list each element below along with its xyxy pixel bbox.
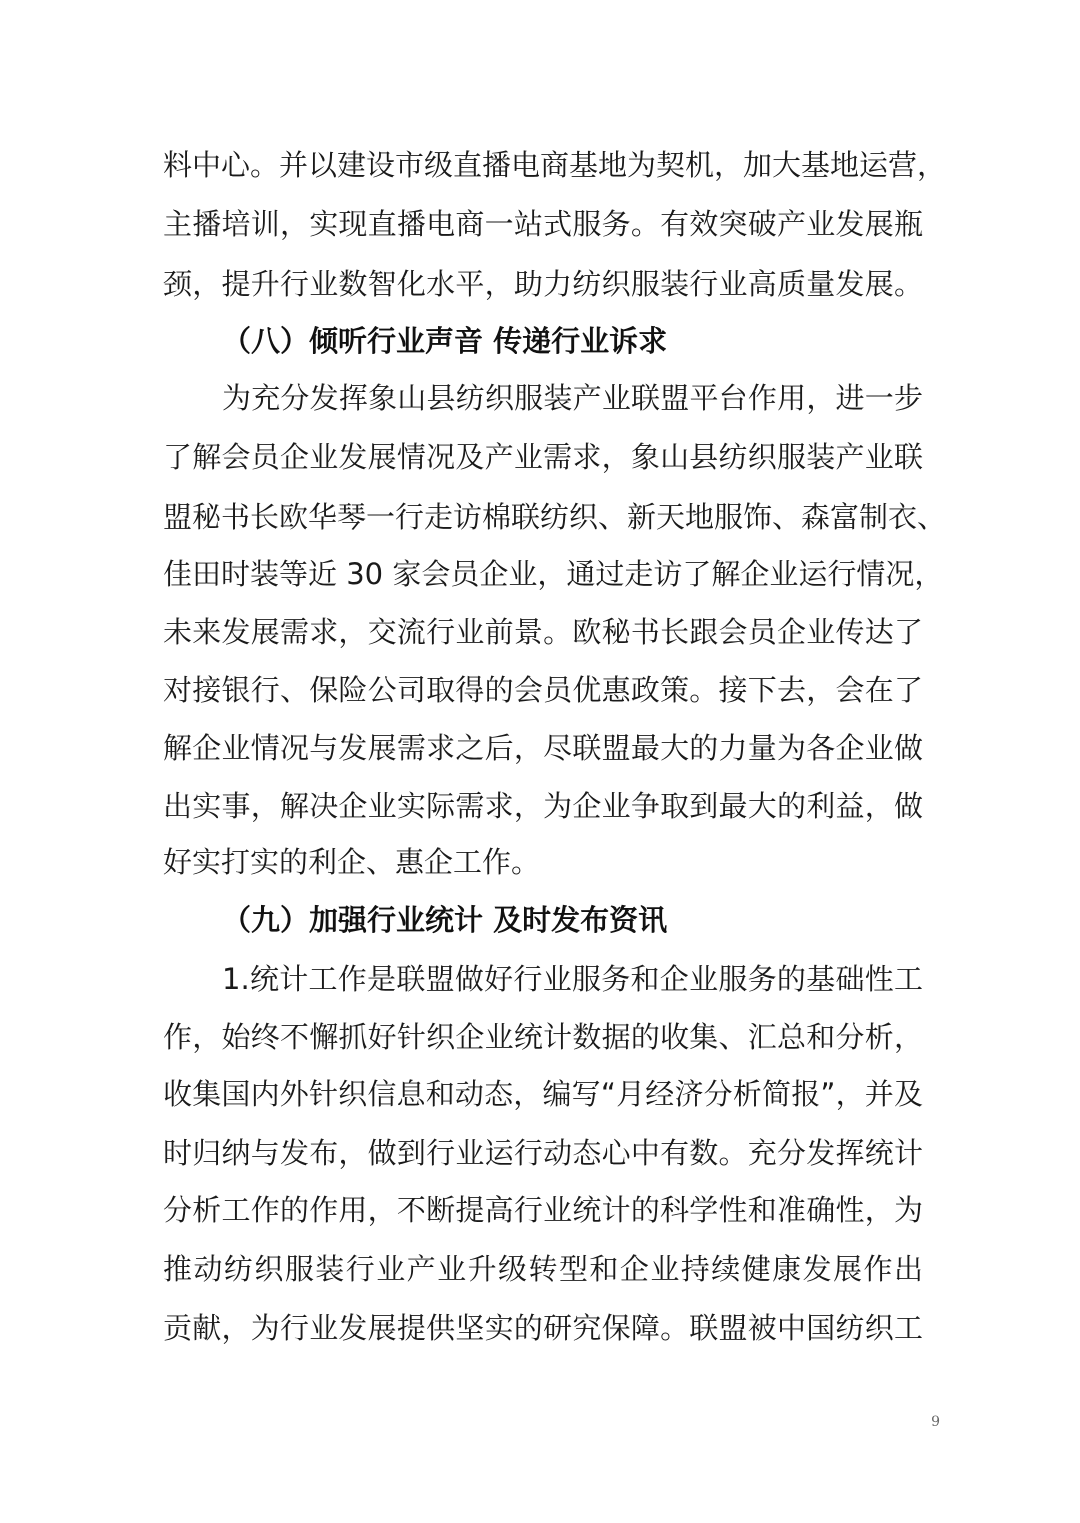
body-text-line: 未来发展需求，交流行业前景。欧秘书长跟会员企业传达了	[163, 615, 923, 649]
page-number: 9	[931, 1414, 940, 1430]
body-text-line: 作，始终不懈抓好针织企业统计数据的收集、汇总和分析，	[163, 1020, 923, 1054]
body-text-line: 主播培训，实现直播电商一站式服务。有效突破产业发展瓶	[163, 207, 923, 241]
body-text-line: 好实打实的利企、惠企工作。	[163, 845, 541, 879]
body-text-line: 为充分发挥象山县纺织服装产业联盟平台作用，进一步	[222, 381, 923, 415]
body-text-line: 推动纺织服装行业产业升级转型和企业持续健康发展作出	[163, 1252, 923, 1286]
body-text-line: 盟秘书长欧华琴一行走访棉联纺织、新天地服饰、森富制衣、	[163, 500, 947, 534]
body-text-line: 对接银行、保险公司取得的会员优惠政策。接下去，会在了	[163, 673, 923, 707]
body-text-line: 解企业情况与发展需求之后，尽联盟最大的力量为各企业做	[163, 731, 923, 765]
section-heading-9: （九）加强行业统计 及时发布资讯	[222, 903, 668, 937]
body-text-line: 1.统计工作是联盟做好行业服务和企业服务的基础性工	[222, 962, 923, 996]
section-heading-8: （八）倾听行业声音 传递行业诉求	[222, 324, 668, 358]
body-text-line: 出实事，解决企业实际需求，为企业争取到最大的利益，做	[163, 789, 923, 823]
body-text-line: 颈，提升行业数智化水平，助力纺织服装行业高质量发展。	[163, 267, 923, 301]
body-text-line: 收集国内外针织信息和动态，编写“月经济分析简报”，并及	[163, 1077, 923, 1111]
body-text-line: 料中心。并以建设市级直播电商基地为契机，加大基地运营，	[163, 148, 947, 182]
body-text-line: 贡献，为行业发展提供坚实的研究保障。联盟被中国纺织工	[163, 1311, 923, 1345]
body-text-line: 时归纳与发布，做到行业运行动态心中有数。充分发挥统计	[163, 1136, 923, 1170]
body-text-line: 佳田时装等近 30 家会员企业，通过走访了解企业运行情况，	[163, 557, 944, 591]
body-text-line: 了解会员企业发展情况及产业需求，象山县纺织服装产业联	[163, 440, 923, 474]
body-text-line: 分析工作的作用，不断提高行业统计的科学性和准确性，为	[163, 1193, 923, 1227]
